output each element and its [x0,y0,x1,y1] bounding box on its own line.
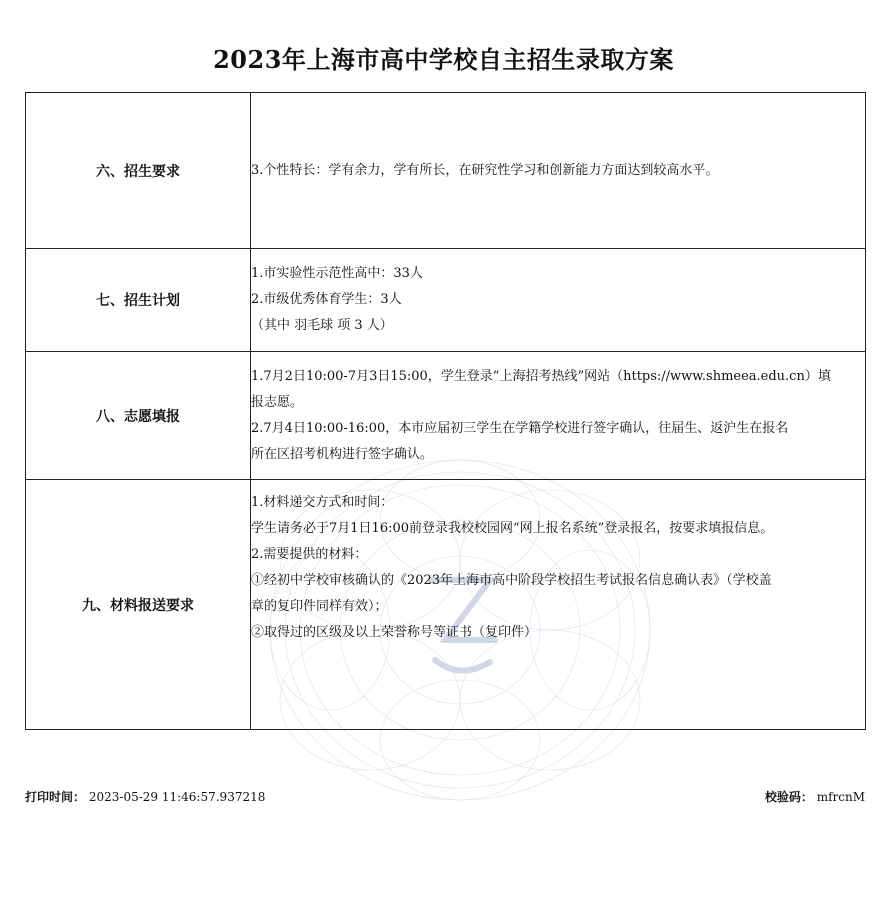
content-line: 报志愿。 [251,394,304,410]
content-line: ②取得过的区级及以上荣誉称号等证书（复印件） [251,625,538,640]
content-line: 1.材料递交方式和时间： [251,495,394,510]
print-time [25,788,265,805]
section-label: 七、招生计划 [26,249,251,352]
check-code-label: 校验码： [764,790,813,804]
section-label: 九、材料报送要求 [26,480,251,730]
page-title: 2023年上海市高中学校自主招生录取方案 [213,45,674,74]
check-code-value: mfrcnM [816,790,865,804]
section-content [251,352,866,480]
content-line: 学生请务必于7月1日16:00前登录我校校园网“网上报名系统”登录报名，按要求填报信息。 [251,521,774,536]
content-line: 2.市级优秀体育学生：3人 [251,292,402,307]
content-line: 3.个性特长：学有余力，学有所长，在研究性学习和创新能力方面达到较高水平。 [251,162,719,178]
section-label: 六、招生要求 [26,93,251,249]
section-label: 八、志愿填报 [26,352,251,480]
content-line: 章的复印件同样有效）； [251,599,388,614]
print-time-label: 打印时间： [25,790,86,804]
table-row [26,249,866,352]
print-time-value: 2023-05-29 11:46:57.937218 [88,790,266,804]
admission-plan-table [25,92,866,730]
content-line: （其中 羽毛球 项 3 人） [251,318,393,333]
content-line: 1.市实验性示范性高中：33人 [251,266,423,281]
check-code [765,788,865,805]
section-content [251,93,866,249]
table-row [26,480,866,730]
table-row [26,352,866,480]
content-line: ①经初中学校审核确认的《2023年上海市高中阶段学校招生考试报名信息确认表》（学校盖 [251,573,772,588]
content-line: 2.需要提供的材料： [251,547,368,562]
content-line: 1.7月2日10:00-7月3日15:00，学生登录“上海招考热线”网站（https://www.shmeea.edu.cn）填 [251,368,831,384]
section-content [251,249,866,352]
table-row [26,93,866,249]
content-line: 2.7月4日10:00-16:00，本市应届初三学生在学籍学校进行签字确认，往届生、返沪生在报名 [251,420,789,436]
content-line: 所在区招考机构进行签字确认。 [251,446,434,462]
section-content [251,480,866,730]
